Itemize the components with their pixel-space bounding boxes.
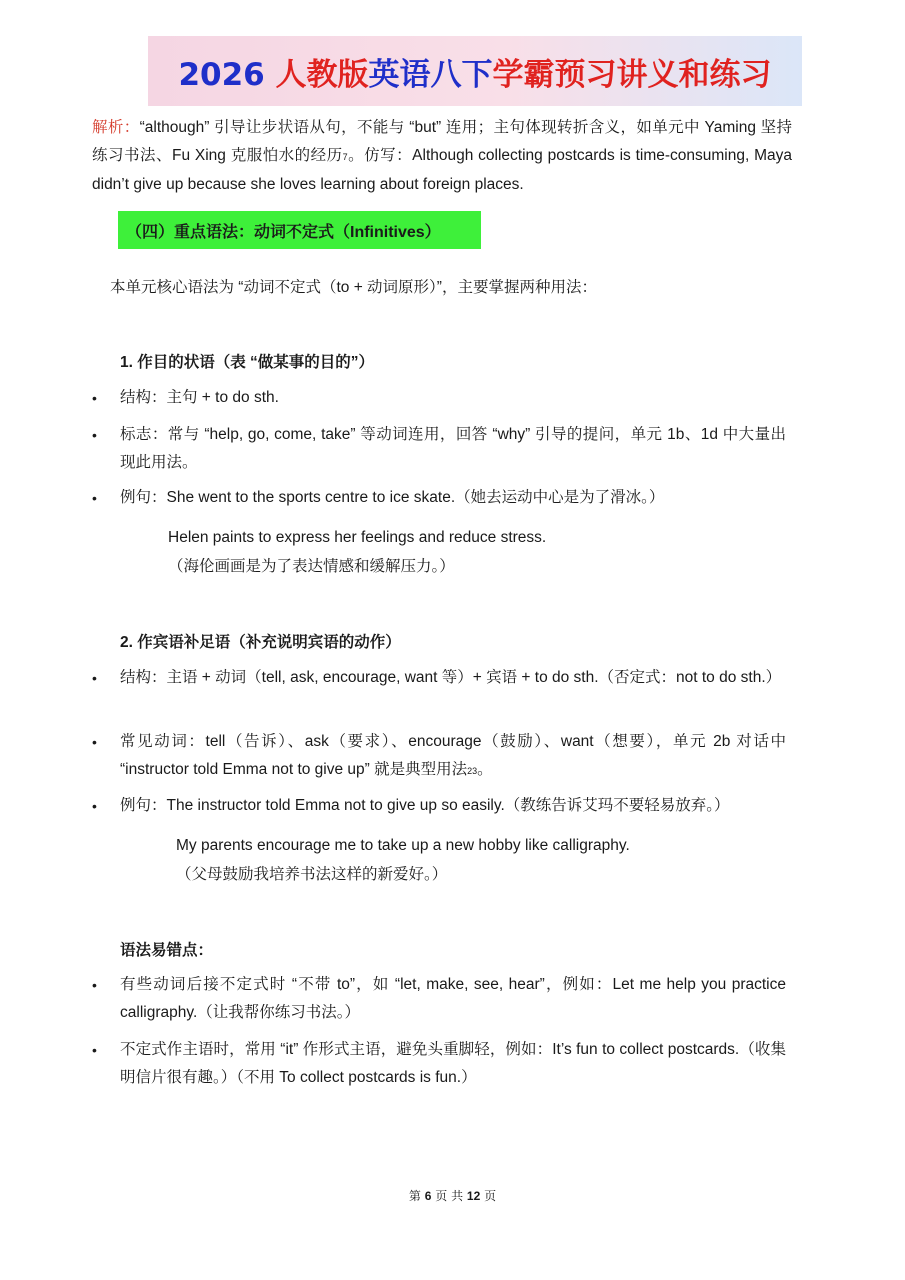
banner-publisher: 人教版 <box>275 56 369 93</box>
bullet-dot: • <box>92 427 97 443</box>
footer-middle: 页 共 <box>435 1189 464 1203</box>
bullet-dot: • <box>92 734 97 750</box>
errors-title: 语法易错点： <box>120 942 214 959</box>
usage2-example2-cn: （父母鼓励我培养书法这样的新爱好。） <box>176 866 448 883</box>
usage1-example2-en: Helen paints to express her feelings and reduce stress. <box>168 529 547 546</box>
banner-title <box>178 49 771 94</box>
usage1-marker: 标志：常与 “help, go, come, take” 等动词连用，回答 “why” 引导的提问，单元 1b、1d 中大量出现此用法。 <box>120 426 786 471</box>
bullet-dot: • <box>92 1042 97 1058</box>
usage1-example2-cn: （海伦画画是为了表达情感和缓解压力。） <box>168 558 455 575</box>
bullet-dot: • <box>92 977 97 993</box>
footer-prefix: 第 <box>408 1189 421 1203</box>
bullet-dot: • <box>92 670 97 686</box>
usage1-structure: 结构：主句 + to do sth. <box>120 389 279 406</box>
grammar-intro: 本单元核心语法为 “动词不定式（to + 动词原形）”，主要掌握两种用法： <box>110 279 597 296</box>
usage1-title: 1. 作目的状语（表 “做某事的目的”） <box>120 354 375 371</box>
bullet-dot: • <box>92 490 97 506</box>
footer-page-number: 6 <box>424 1189 432 1203</box>
bullet-dot: • <box>92 390 97 406</box>
banner-subject: 英语八下 <box>368 56 493 93</box>
bullet-dot: • <box>92 798 97 814</box>
analysis-text: “although” 引导让步状语从句，不能与 “but” 连用；主句体现转折含义，如单元中 Yaming 坚持练习书法、Fu Xing 克服怕水的经历 <box>92 119 792 164</box>
analysis-rewrite: 。仿写：Although collecting postcards is time-consuming, Maya didn’t give up because she loves learning about foreign places. <box>92 147 792 193</box>
usage2-example: 例句：The instructor told Emma not to give up so easily.（教练告诉艾玛不要轻易放弃。） <box>120 797 730 814</box>
usage2-common-verbs-text: 常见动词：tell（告诉）、ask（要求）、encourage（鼓励）、want（想要），单元 2b 对话中 “instructor told Emma not to give up” 就是典型用法 <box>120 733 786 778</box>
usage2-period: 。 <box>477 761 493 778</box>
usage2-ref: 23 <box>467 766 478 776</box>
usage1-example: 例句：She went to the sports centre to ice skate.（她去运动中心是为了滑冰。） <box>120 489 665 506</box>
page-footer <box>0 1187 905 1204</box>
usage2-example2-en: My parents encourage me to take up a new hobby like calligraphy. <box>176 837 630 854</box>
error-point-2: 不定式作主语时，常用 “it” 作形式主语，避免头重脚轻，例如：It’s fun to collect postcards.（收集明信片很有趣。）（不用 To collect postcards is fun.） <box>120 1041 786 1086</box>
analysis-label: 解析： <box>92 119 140 136</box>
banner-year: 2026 <box>178 56 265 93</box>
banner-description: 学霸预习讲义和练习 <box>492 56 772 93</box>
footer-total-pages: 12 <box>466 1189 481 1203</box>
title-banner <box>148 36 802 106</box>
section-heading-infinitives: （四）重点语法：动词不定式（Infinitives） <box>118 211 481 249</box>
error-point-1: 有些动词后接不定式时 “不带 to”，如 “let, make, see, hear”，例如：Let me help you practice calligraphy.（让我帮你练习书法。） <box>120 976 786 1021</box>
footer-suffix: 页 <box>484 1189 497 1203</box>
analysis-ref: 7 <box>342 152 348 162</box>
analysis-paragraph <box>92 114 792 199</box>
usage2-common-verbs <box>120 728 786 785</box>
usage2-title: 2. 作宾语补足语（补充说明宾语的动作） <box>120 634 401 651</box>
usage2-structure: 结构：主语 + 动词（tell, ask, encourage, want 等）+ 宾语 + to do sth.（否定式：not to do sth.） <box>120 669 782 686</box>
